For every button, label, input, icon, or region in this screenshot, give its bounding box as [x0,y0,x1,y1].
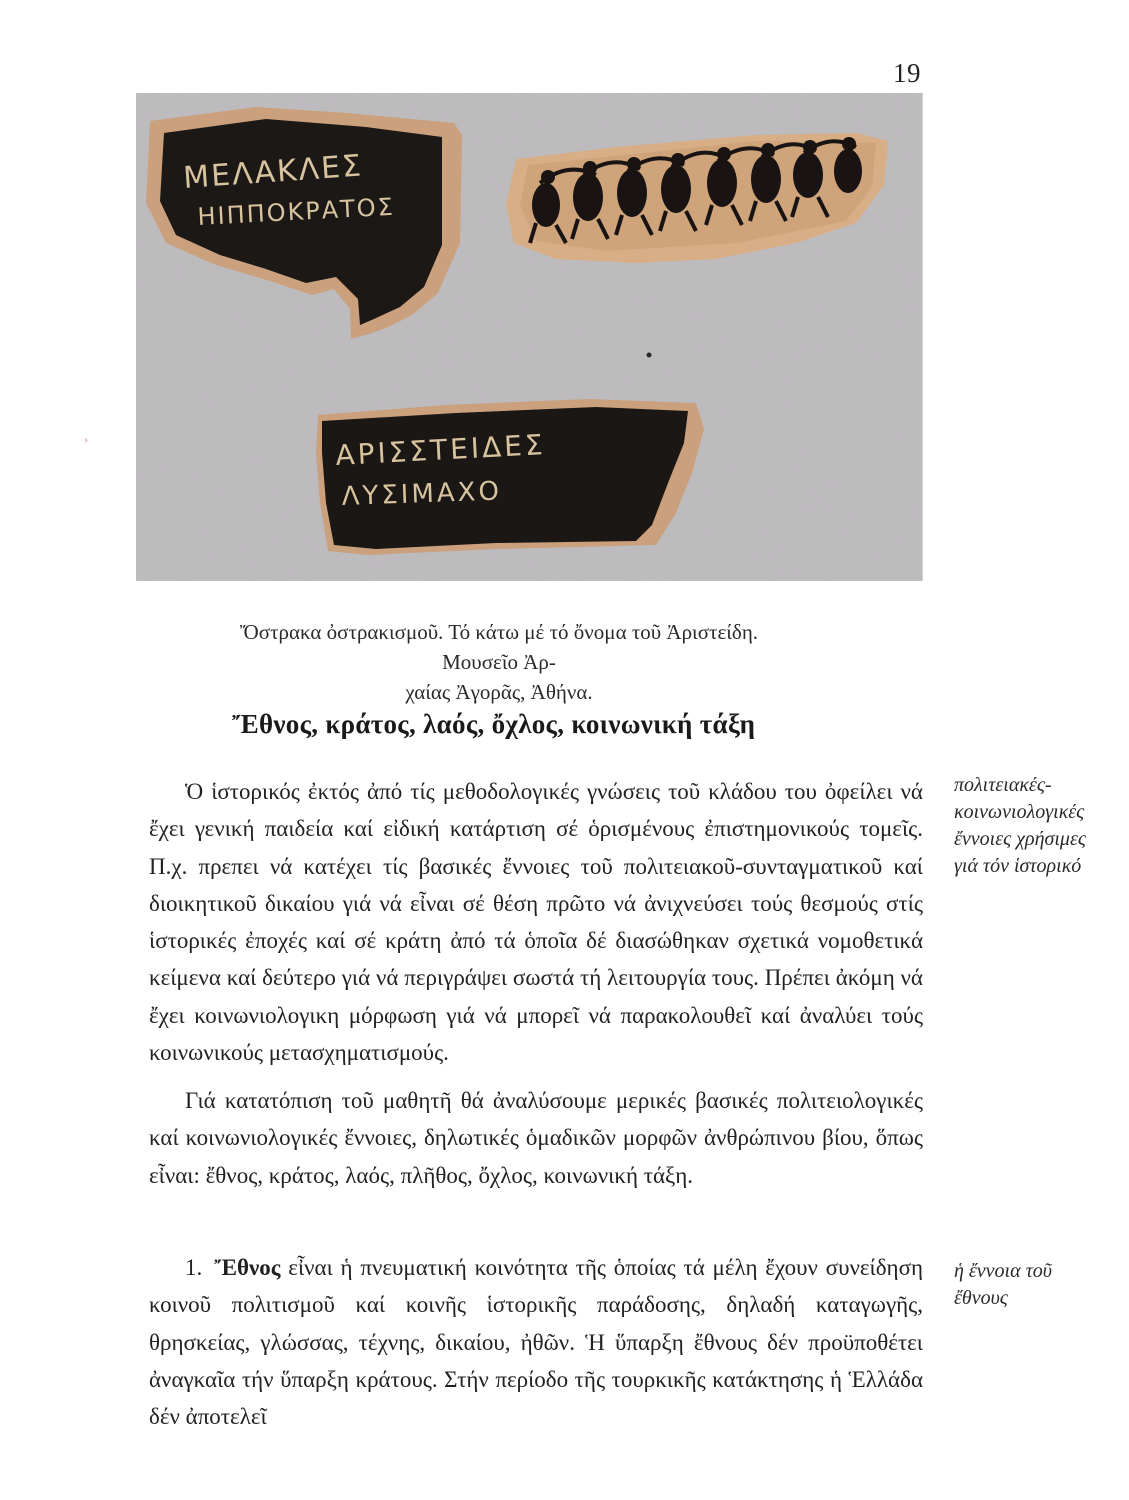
section-heading: Ἔθνος, κράτος, λαός, ὄχλος, κοινωνική τάξη [232,709,756,739]
margin-arrow-icon: › [84,432,88,446]
item-number: 1. [185,1255,203,1280]
caption-line-1: Ὄστρακα ὀστρακισμοῦ. Τό κάτω μέ τό ὄνομα τοῦ Ἀριστείδη. Μουσεῖο Ἀρ- [239,620,759,674]
paragraph-1-text: Ὁ ἱστορικός ἐκτός ἀπό τίς μεθοδολογικές γνώσεις τοῦ κλάδου του ὀφείλει νά ἔχει γενική παιδεία καί εἰδική κατάρτιση σέ ὁρισμένους ἐπιστημονικούς τομεῖς. Π.χ. πρεπει νά κατέχει τίς βασικές ἔννοιες τοῦ πολιτειακοῦ-συνταγματικοῦ καί διοικητικοῦ δικαίου γιά νά εἶναι σέ θέση πρῶτο νά ἀνιχνεύσει τούς θεσμούς στίς ἱστορικές ἐποχές καί σέ κράτη ἀπό τά ὁποῖα δέ διασώθηκαν σχετικά νομοθετικά κείμενα καί δεύτερο γιά νά περιγράψει σωστά τή λειτουργία τους. Πρέπει ἀκόμη νά ἔχει κοινωνιολογικη μόρφωση γιά νά μπορεῖ νά παρακολουθεῖ καί ἀναλύει τούς κοινωνικούς μετασχηματισμούς. [149,779,923,1066]
paragraph-2 [149,1082,923,1194]
shard-inscription-2: ΗΙΠΠΟΚΡΑΤΟΣ [196,192,396,231]
paragraph-1 [149,773,923,1071]
ostraka-photo [136,93,923,581]
figure-caption [209,617,789,707]
item-term: Ἔθνος [214,1255,281,1280]
paragraph-3 [149,1249,923,1435]
caption-line-2: χαίας Ἀγορᾶς, Ἀθήνα. [405,680,593,704]
shard-inscription-1: ΜΕΛΑΚΛΕΣ [182,148,365,196]
paragraph-3-text: εἶναι ἡ πνευματική κοινότητα τῆς ὁποίας τά μέλη ἔχουν συνείδηση κοινοῦ πολιτισμοῦ καί κοινῆς ἱστορικῆς παράδοσης, δηλαδή καταγωγῆς, θρησκείας, γλώσσας, τέχνης, δικαίου, ἠθῶν. Ἡ ὕπαρξη ἔθνους δέν προϋποθέτει ἀναγκαῖα τήν ὕπαρξη κράτους. Στήν περίοδο τῆς τουρκικῆς κατάκτησης ἡ Ἑλλάδα δέν ἀποτελεῖ [149,1255,924,1430]
margin-note-2: ἡ ἔννοια τοῦ ἔθνους [954,1260,1052,1309]
paragraph-2-text: Γιά κατατόπιση τοῦ μαθητῆ θά ἀναλύσουμε μερικές βασικές πολιτειολογικές καί κοινωνιολογικές ἔννοιες, δηλωτικές ὁμαδικῶν μορφῶν ἀνθρώπινου βίου, ὅπως εἶναι: ἔθνος, κράτος, λαός, πλῆθος, ὄχλος, κοινωνική τάξη. [149,1088,923,1188]
page-number: 19 [893,58,921,88]
margin-note-1: πολιτειακές-κοινωνιολογικές ἔννοιες χρήσιμες γιά τόν ἱστορικό [954,774,1086,877]
ostraka-illustration [136,93,922,581]
ostrakon-aristeides [316,399,704,555]
shard-inscription-3: ΑΡΙΣΣΤΕΙΔΕΣ [334,428,547,472]
shard-inscription-4: ΛΥΣΙΜΑΧΟ [341,476,503,512]
